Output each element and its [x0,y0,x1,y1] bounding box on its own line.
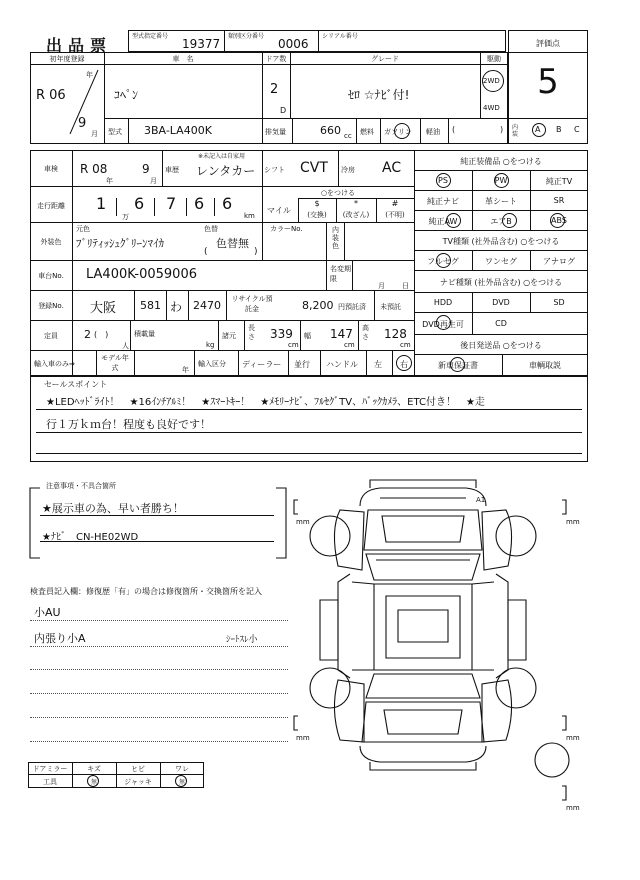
inspector-line1: 小AU [34,606,61,619]
own-use-note: ※未記入は自家用 [198,153,246,160]
orig-color-label: 元色 [76,225,90,233]
height-label: 高さ [362,324,369,341]
mileage-digit-divider [186,198,187,216]
doors-label: ドア数 [265,55,287,63]
mm-front-right: mm [566,518,580,526]
equip-airbag: エアB [490,217,512,226]
man-unit: 万 [122,213,129,221]
first-reg-era: R 06 [36,88,66,103]
recycle-unpaid: 未預託 [380,303,401,311]
name-change-label: 名変期限 [330,265,351,283]
equip-genuine-navi: 純正ナビ [427,197,459,206]
doors-value: 2 [270,82,279,97]
colorno-label: カラーNo. [270,225,303,233]
tv-analog: アナログ [543,257,575,266]
fuel-diesel: 軽油 [426,128,440,136]
notes-line1: ★展示車の為、早い者勝ち！ [42,502,184,515]
inspector-line2-right: ｼｰﾄｽﾚ小 [226,635,258,645]
dim-label: 諸元 [222,332,236,340]
type-cert-no: 19377 [182,37,221,51]
equip-ps: PS [438,176,448,185]
mileage-digit-divider [116,198,117,216]
inspection-year-unit: 年 [106,177,113,185]
category-label: 類別区分番号 [228,33,265,40]
name-change-day: 日 [402,282,409,290]
navi-dvd: DVD [492,298,510,307]
damage-mark-a1: A1 [476,496,486,504]
first-reg-month: 9 [78,116,87,131]
fuel-gas: ガソリン [384,128,412,136]
mileage-digit-divider [214,198,215,216]
legend-door-mirror: ドアミラー [32,765,68,773]
car-name-label: 車 名 [172,55,194,63]
exterior-label: 外装色 [40,238,62,246]
notes-bracket [26,484,290,564]
height-value: 128 [384,327,407,341]
fuel-other-open: ( [452,125,456,134]
car-body-diagram [290,470,600,820]
mileage-digit: 7 [166,194,177,213]
first-reg-year-unit: 年 [86,71,93,79]
interior-color-label: 内装色 [332,226,339,250]
displacement-label: 排気量 [265,128,286,136]
drive-label: 駆動 [487,55,501,63]
page-title: 出品票 [46,36,113,55]
ac-value: AC [382,160,402,176]
grade-value: ｾﾛ ☆ﾅﾋﾞ付! [348,88,410,102]
interior-a: A [535,125,541,134]
tv-fullseg: フルセグ [427,257,459,266]
navi-hdd: HDD [433,298,453,307]
parallel-option: 並行 [294,360,310,369]
later-manual: 車輌取説 [529,361,561,370]
chassis-label: 車台No. [38,272,64,280]
color-change-value: 色替無 [216,237,249,250]
doors-type: D [280,106,287,115]
color-paren-open: ( [204,247,208,257]
recycle-paid: 円預託済 [338,303,366,311]
genuine-equip-label: 純正装備品 ○をつける [460,157,542,166]
mileage-digit: 1 [96,194,107,213]
capacity-label: 定員 [44,332,58,340]
color-change-label: 色替 [204,225,218,233]
mile-option: マイル [267,206,291,215]
mm-rear-right: mm [566,734,580,742]
unknown-mark: # [391,199,399,208]
grade-label: グレード [371,55,399,63]
equip-genuine-aw: 純正AW [428,217,458,226]
legend-jack-mark: 無 [178,779,185,786]
tamper-option: (改ざん) [342,211,370,219]
model-value: 3BA-LA400K [144,124,212,137]
navi-cd: CD [495,319,507,328]
capacity-value: 2 [84,328,91,341]
tv-oneseg: ワンセグ [485,257,517,266]
reg-class: 581 [140,299,161,312]
legend-scratch: キズ [87,765,101,773]
recycle-label: リサイクル預託金 [231,295,273,313]
navi-type-label: ナビ種類 (社外品含む) ○をつける [439,278,563,287]
inspection-value: R 08 [80,162,108,176]
mm-rear-left: mm [296,734,310,742]
equip-abs: ABS [551,216,567,225]
score-label: 評価点 [536,39,560,48]
height-unit: cm [400,341,411,349]
unknown-option: (不明) [385,211,405,219]
drive-4wd: 4WD [483,104,500,112]
fuel-other-close: ) [500,125,504,134]
inspection-label: 車検 [44,165,58,173]
type-cert-label: 型式指定番号 [132,33,169,40]
mileage-digit-divider [154,198,155,216]
model-year-unit: 年 [182,366,189,374]
tamper-mark: * [354,199,358,208]
history-label: 車歴 [165,166,179,174]
inspector-line2-left: 内張り小A [34,632,86,645]
inspection-month-unit: 月 [150,177,157,185]
first-reg-label: 初年度登録 [49,55,85,63]
reg-label: 登録No. [38,302,64,310]
mm-spare: mm [566,804,580,812]
legend-tool: 工具 [43,778,57,786]
exterior-value: ﾌﾞﾘﾃｨｯｼｭｸﾞﾘｰﾝﾏｲｶ [76,237,164,250]
interior-label: 内装 [512,124,519,138]
length-unit: cm [288,341,299,349]
legend-tool-mark: 無 [90,779,97,786]
km-unit: km [244,212,255,220]
legend-jack: ジャッキ [124,778,152,786]
score-value: 5 [537,62,559,102]
legend-crack: ヒビ [131,765,145,773]
sales-point-line2: 行１万ｋｍ台！程度も良好です！ [46,418,211,431]
handle-left: 左 [374,360,382,369]
navi-sd: SD [553,298,565,307]
fuel-label: 燃料 [360,128,374,136]
shift-value: CVT [300,160,328,176]
shift-label: シフト [264,166,285,174]
notes-line2: ★ﾅﾋﾞ CN-HE02WD [42,532,139,543]
ac-label: 冷房 [341,166,355,174]
sales-point-label: セールスポイント [44,380,108,389]
reg-area: 大阪 [90,301,117,316]
handle-right: 右 [400,360,408,369]
mileage-circle-note: ○をつける [320,189,356,197]
serial-label: シリアル番号 [322,33,358,40]
capacity-unit: 人 [122,342,129,350]
history-value: レンタカー [196,164,256,178]
mm-front-left: mm [296,518,310,526]
width-unit: cm [344,341,355,349]
later-warranty: 新車保証書 [438,361,478,370]
dealer-option: ディーラー [242,360,282,369]
first-reg-month-unit: 月 [91,130,98,138]
cc-unit: cc [344,132,352,140]
color-paren-close: ) [254,247,258,257]
exchange-mark: $ [314,199,320,208]
import-cat-label: 輸入区分 [198,360,226,368]
reg-number: 2470 [193,299,221,312]
chassis-value: LA400K-0059006 [86,267,197,282]
equip-leather: 革シート [485,197,517,206]
notes-label: 注意事項・不具合箇所 [46,482,116,490]
name-change-month: 月 [378,282,385,290]
navi-dvd-play: DVD再生可 [422,320,464,329]
legend-broken: ワレ [175,765,189,773]
mileage-label: 走行距離 [37,202,65,210]
width-label: 幅 [304,332,311,340]
inspection-month: 9 [142,162,150,176]
load-label: 積載量 [134,330,155,338]
import-label: 輸入車のみ⇒ [34,360,75,368]
width-value: 147 [330,327,353,341]
mileage-digit: 6 [134,194,145,213]
interior-c: C [574,125,580,134]
mileage-digit: 6 [194,194,205,213]
equip-pw: PW [494,176,508,185]
model-label: 型式 [108,128,122,136]
capacity-paren: ( ) [94,330,109,339]
mileage-digit: 6 [222,194,233,213]
handle-label: ハンドル [326,360,358,369]
car-name: ｺﾍﾟﾝ [114,88,139,102]
exchange-option: (交換) [307,211,327,219]
later-shipment-label: 後日発送品 ○をつける [460,341,542,350]
load-unit: kg [206,341,215,349]
equip-genuine-tv: 純正TV [545,177,573,186]
inspector-label: 検査員記入欄：修復歴「有」の場合は修復箇所・交換箇所を記入 [30,587,262,596]
recycle-amount: 8,200 [302,299,334,312]
drive-2wd: 2WD [483,77,500,85]
length-label: 長さ [248,324,255,341]
model-year-label: モデル年式 [101,354,129,372]
equip-sr: SR [553,196,565,205]
tv-type-label: TV種類 (社外品含む) ○をつける [442,237,560,246]
interior-b: B [556,125,562,134]
length-value: 339 [270,327,293,341]
reg-kana: わ [170,300,183,314]
category-no: 0006 [278,37,309,51]
displacement-value: 660 [320,124,341,137]
sales-point-line1: ★LEDﾍｯﾄﾞﾗｲﾄ！ ★16ｲﾝﾁｱﾙﾐ！ ★ｽﾏｰﾄｷｰ！ ★ﾒﾓﾘｰﾅﾋﾞ、ﾌﾙｾｸﾞTV、ﾊﾞｯｸｶﾒﾗ、ETC付き！ ★走 [46,397,485,408]
